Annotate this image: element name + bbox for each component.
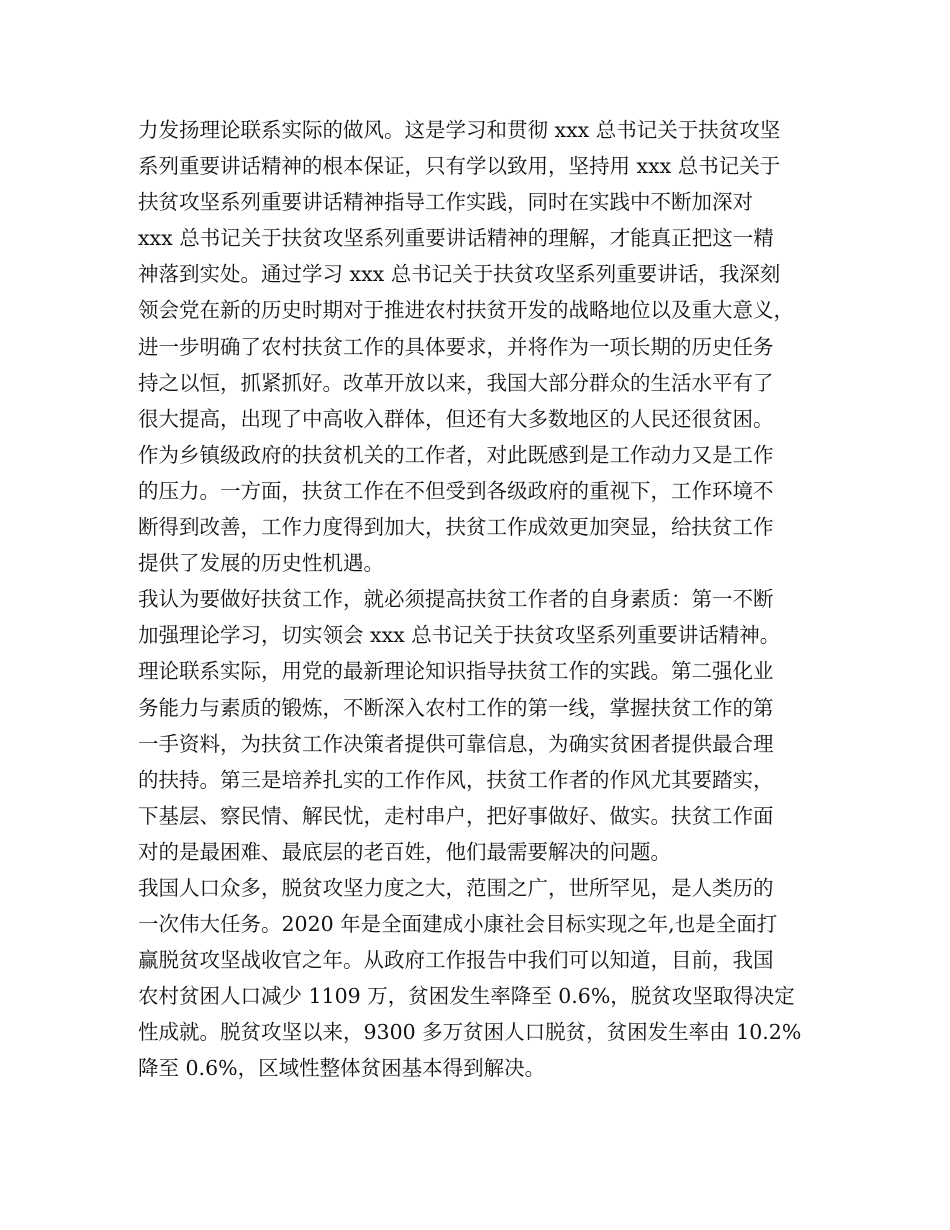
text-line: 进一步明确了农村扶贫工作的具体要求，并将作为一项长期的历史任务 <box>138 334 774 359</box>
text-line: 神落到实处。通过学习 xxx 总书记关于扶贫攻坚系列重要讲话，我深刻 <box>138 262 781 287</box>
text-line: 的扶持。第三是培养扎实的工作作风，扶贫工作者的作风尤其要踏实， <box>138 767 774 792</box>
text-line: xxx 总书记关于扶贫攻坚系列重要讲话精神的理解，才能真正把这一精 <box>138 226 774 251</box>
text-line: 持之以恒，抓紧抓好。改革开放以来，我国大部分群众的生活水平有了 <box>138 370 774 395</box>
text-line: 作为乡镇级政府的扶贫机关的工作者，对此既感到是工作动力又是工作 <box>138 442 774 467</box>
text-line: 降至 0.6%，区域性整体贫困基本得到解决。 <box>138 1056 546 1081</box>
text-line: 的压力。一方面，扶贫工作在不但受到各级政府的重视下，工作环境不 <box>138 478 774 503</box>
text-line: 务能力与素质的锻炼，不断深入农村工作的第一线，掌握扶贫工作的第 <box>138 695 774 720</box>
text-line: 力发扬理论联系实际的做风。这是学习和贯彻 xxx 总书记关于扶贫攻坚 <box>138 118 781 142</box>
text-line: 性成就。脱贫攻坚以来，9300 多万贫困人口脱贫，贫困发生率由 10.2% <box>138 1020 802 1045</box>
text-line: 系列重要讲话精神的根本保证，只有学以致用，坚持用 xxx 总书记关于 <box>138 154 781 179</box>
text-line: 断得到改善，工作力度得到加大，扶贫工作成效更加突显，给扶贫工作 <box>138 515 774 540</box>
text-line: 下基层、察民情、解民忧，走村串户，把好事做好、做实。扶贫工作面 <box>138 803 774 828</box>
text-line: 我国人口众多，脱贫攻坚力度之大，范围之广，世所罕见，是人类历的 <box>138 875 774 900</box>
text-line: 赢脱贫攻坚战收官之年。从政府工作报告中我们可以知道，目前，我国 <box>138 948 774 973</box>
text-line: 农村贫困人口减少 1109 万，贫困发生率降至 0.6%，脱贫攻坚取得决定 <box>138 984 795 1009</box>
text-line: 扶贫攻坚系列重要讲话精神指导工作实践，同时在实践中不断加深对 <box>138 190 753 215</box>
text-line: 一手资料，为扶贫工作决策者提供可靠信息，为确实贫困者提供最合理 <box>138 731 774 756</box>
text-line: 我认为要做好扶贫工作，就必须提高扶贫工作者的自身素质：第一不断 <box>138 587 774 612</box>
text-line: 领会党在新的历史时期对于推进农村扶贫开发的战略地位以及重大意义， <box>138 298 794 323</box>
text-line: 很大提高，出现了中高收入群体，但还有大多数地区的人民还很贫困。 <box>138 406 774 431</box>
text-line: 加强理论学习，切实领会 xxx 总书记关于扶贫攻坚系列重要讲话精神。 <box>138 623 781 648</box>
text-line: 一次伟大任务。2020 年是全面建成小康社会目标实现之年,也是全面打 <box>138 912 778 937</box>
text-line: 对的是最困难、最底层的老百姓，他们最需要解决的问题。 <box>138 839 671 864</box>
body-text <box>138 112 828 1087</box>
text-line: 提供了发展的历史性机遇。 <box>138 551 384 576</box>
text-line: 理论联系实际，用党的最新理论知识指导扶贫工作的实践。第二强化业 <box>138 659 774 684</box>
